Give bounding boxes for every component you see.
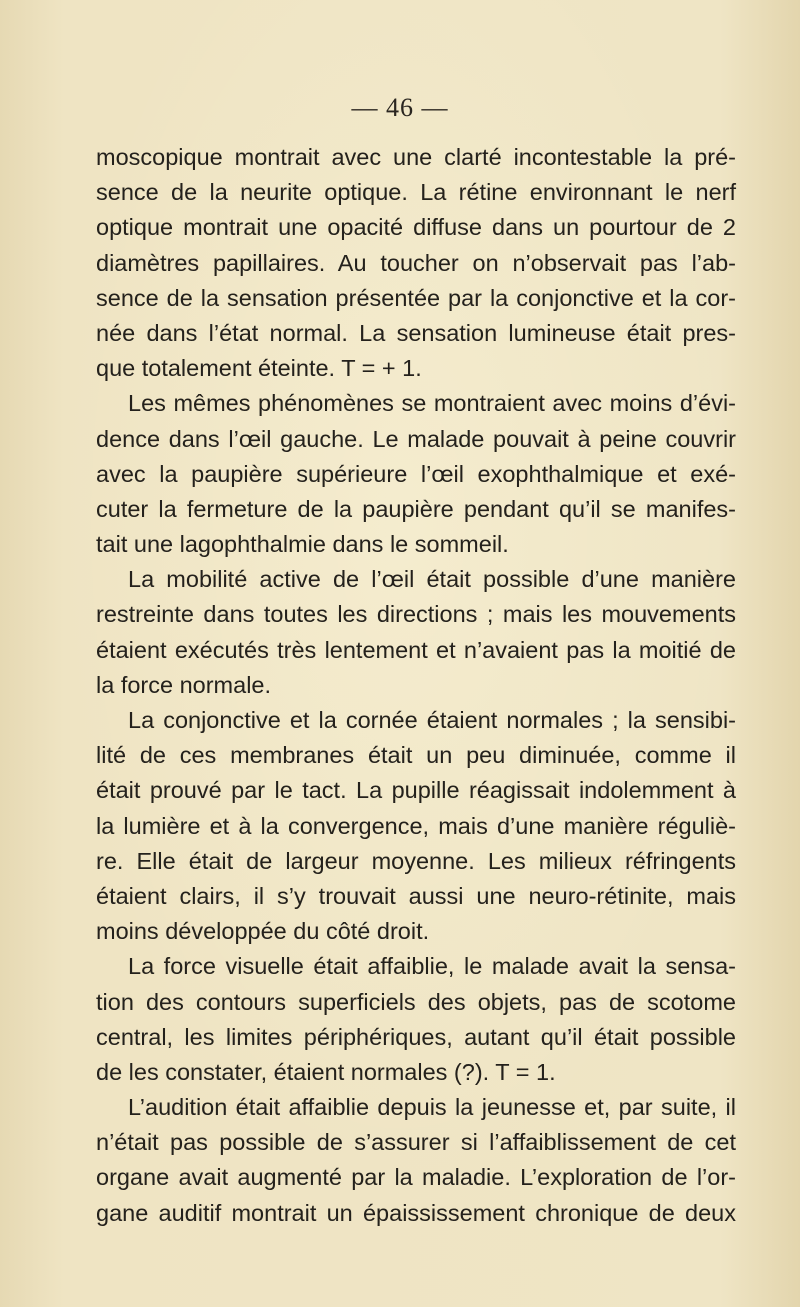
- text-line: tion des contours superficiels des objets, pas de scotome: [96, 988, 736, 1015]
- text-line: organe avait augmenté par la maladie. L’exploration de l’or-: [96, 1164, 736, 1191]
- text-line: étaient clairs, il s’y trouvait aussi une neuro-rétinite, mais: [96, 882, 736, 909]
- text-line: cuter la fermeture de la paupière pendant qu’il se manifes-: [96, 495, 736, 522]
- text-line: que totalement éteinte. T = + 1.: [96, 355, 422, 382]
- text-line: n’était pas possible de s’assurer si l’affaiblissement de cet: [96, 1129, 736, 1156]
- text-line: diamètres papillaires. Au toucher on n’observait pas l’ab-: [96, 249, 736, 276]
- text-line: L’audition était affaiblie depuis la jeunesse et, par suite, il: [128, 1094, 736, 1121]
- text-line: étaient exécutés très lentement et n’avaient pas la moitié de: [96, 636, 736, 663]
- text-line: dence dans l’œil gauche. Le malade pouvait à peine couvrir: [96, 425, 736, 452]
- text-line: sence de la sensation présentée par la conjonctive et la cor-: [96, 284, 736, 311]
- text-line: était prouvé par le tact. La pupille réagissait indolemment à: [96, 777, 736, 804]
- text-line: lité de ces membranes était un peu diminuée, comme il: [96, 742, 736, 769]
- text-line: moscopique montrait avec une clarté incontestable la pré-: [96, 144, 736, 170]
- text-line: re. Elle était de largeur moyenne. Les milieux réfringents: [96, 847, 736, 874]
- text-line: La conjonctive et la cornée étaient normales ; la sensibi-: [128, 707, 736, 733]
- text-line: La mobilité active de l’œil était possible d’une manière: [128, 566, 736, 593]
- text-line: la force normale.: [96, 671, 272, 698]
- text-line: tait une lagophthalmie dans le sommeil.: [96, 531, 509, 558]
- page-number: — 46 —: [351, 93, 449, 122]
- text-line: avec la paupière supérieure l’œil exophthalmique et exé-: [96, 460, 736, 487]
- text-line: La force visuelle était affaiblie, le malade avait la sensa-: [128, 953, 736, 980]
- text-line: sence de la neurite optique. La rétine environnant le nerf: [96, 179, 736, 206]
- text-line: optique montrait une opacité diffuse dans un pourtour de 2: [96, 214, 736, 241]
- text-line: Les mêmes phénomènes se montraient avec moins d’évi-: [128, 390, 736, 417]
- text-line: moins développée du côté droit.: [96, 918, 430, 945]
- text-line: de les constater, étaient normales (?). T = 1.: [96, 1058, 556, 1085]
- text-line: gane auditif montrait un épaississement chronique de deux: [96, 1199, 736, 1226]
- text-line: née dans l’état normal. La sensation lumineuse était pres-: [96, 319, 736, 346]
- text-line: central, les limites périphériques, autant qu’il était possible: [96, 1023, 736, 1050]
- text-line: restreinte dans toutes les directions ; mais les mouvements: [96, 601, 736, 628]
- text-line: la lumière et à la convergence, mais d’une manière réguliè-: [96, 812, 736, 839]
- body-text: [96, 140, 736, 1231]
